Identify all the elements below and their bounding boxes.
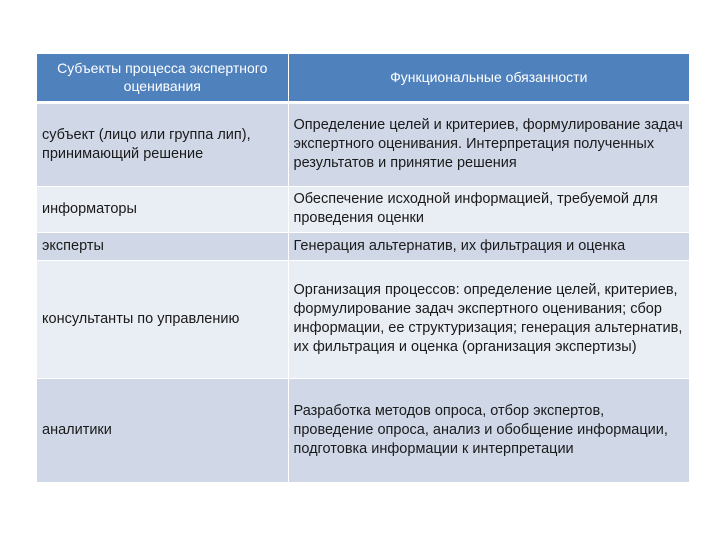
subject-cell: эксперты xyxy=(37,232,288,260)
duties-cell: Определение целей и критериев, формулирование задач экспертного оценивания. Интерпретация полученных результатов и принятие решения xyxy=(288,102,689,186)
table-row xyxy=(37,260,689,378)
table-header-row xyxy=(37,54,689,102)
duties-cell: Обеспечение исходной информацией, требуемой для проведения оценки xyxy=(288,186,689,232)
subject-cell: информаторы xyxy=(37,186,288,232)
table-row xyxy=(37,186,689,232)
roles-table-container xyxy=(37,54,689,483)
table-row xyxy=(37,378,689,482)
roles-table xyxy=(37,54,689,483)
duties-cell: Организация процессов: определение целей, критериев, формулирование задач экспертного оценивания; сбор информации, ее структуризация; генерация альтернатив, их фильтрация и оценка (организация экспертизы) xyxy=(288,260,689,378)
subject-cell: консультанты по управлению xyxy=(37,260,288,378)
header-duties: Функциональные обязанности xyxy=(288,54,689,102)
duties-cell: Генерация альтернатив, их фильтрация и оценка xyxy=(288,232,689,260)
header-subjects: Субъекты процесса экспертного оценивания xyxy=(37,54,288,102)
table-row xyxy=(37,232,689,260)
table-row xyxy=(37,102,689,186)
subject-cell: аналитики xyxy=(37,378,288,482)
subject-cell: субъект (лицо или группа лип), принимающий решение xyxy=(37,102,288,186)
duties-cell: Разработка методов опроса, отбор экспертов, проведение опроса, анализ и обобщение информации, подготовка информации к интерпретации xyxy=(288,378,689,482)
